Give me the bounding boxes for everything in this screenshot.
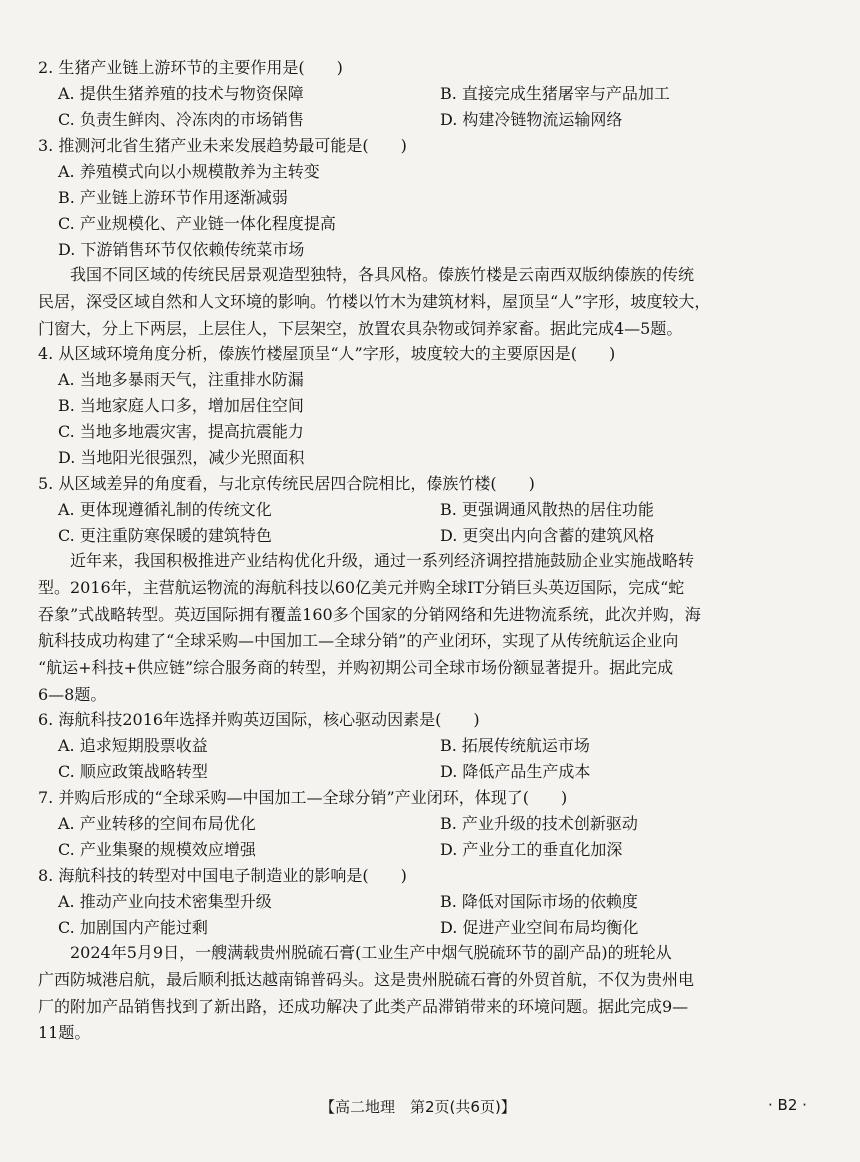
passage-line: 广西防城港启航，最后顺利抵达越南锦普码头。这是贵州脱硫石膏的外贸首航，不仅为贵州电 [38,969,695,989]
question-3-stem: 3. 推测河北省生猪产业未来发展趋势最可能是( ) [38,136,407,155]
question-4-option-b: B. 当地家庭人口多，增加居住空间 [58,396,304,415]
passage-line: 6—8题。 [38,684,107,704]
question-3-option-d: D. 下游销售环节仅依赖传统菜市场 [58,240,305,259]
question-2-option-c: C. 负责生鲜肉、冷冻肉的市场销售 [58,110,304,129]
passage-line: 型。2016年，主营航运物流的海航科技以60亿美元并购全球IT分销巨头英迈国际，完成“蛇 [38,577,685,597]
passage-line: 2024年5月9日，一艘满载贵州脱硫石膏(工业生产中烟气脱硫环节的副产品)的班轮从 [38,943,672,962]
passage-line: “航运+科技+供应链”综合服务商的转型，并购初期公司全球市场份额显著提升。据此完成 [38,658,674,678]
passage-line: 门窗大，分上下两层，上层住人，下层架空，放置农具杂物或饲养家畜。据此完成4—5题。 [38,318,683,338]
question-2-option-d: D. 构建冷链物流运输网络 [440,110,623,129]
question-6-option-d: D. 降低产品生产成本 [440,762,591,781]
question-4-stem: 4. 从区域环境角度分析，傣族竹楼屋顶呈“人”字形，坡度较大的主要原因是( ) [38,344,616,363]
question-5-option-a: A. 更体现遵循礼制的传统文化 [58,500,272,519]
passage-line: 民居，深受区域自然和人文环境的影响。竹楼以竹木为建筑材料，屋顶呈“人”字形，坡度较大， [38,291,711,311]
question-5-option-b: B. 更强调通风散热的居住功能 [440,500,654,519]
paper-code: · B2 · [768,1096,807,1114]
question-5-option-c: C. 更注重防寒保暖的建筑特色 [58,526,272,545]
question-2-stem: 2. 生猪产业链上游环节的主要作用是( ) [38,58,343,77]
passage-line: 吞象”式战略转型。英迈国际拥有覆盖160多个国家的分销网络和先进物流系统，此次并购，海 [38,604,701,624]
question-6-option-b: B. 拓展传统航运市场 [440,736,590,755]
passage-line: 近年来，我国积极推进产业结构优化升级，通过一系列经济调控措施鼓励企业实施战略转 [38,551,695,570]
question-7-stem: 7. 并购后形成的“全球采购—中国加工—全球分销”产业闭环，体现了( ) [38,788,568,807]
question-8-option-c: C. 加剧国内产能过剩 [58,918,208,937]
question-7-option-a: A. 产业转移的空间布局优化 [58,814,256,833]
question-3-option-b: B. 产业链上游环节作用逐渐减弱 [58,188,288,207]
question-4-option-c: C. 当地多地震灾害，提高抗震能力 [58,422,304,441]
question-7-option-c: C. 产业集聚的规模效应增强 [58,840,256,859]
question-8-option-d: D. 促进产业空间布局均衡化 [440,918,639,937]
question-6-option-a: A. 追求短期股票收益 [58,736,208,755]
question-3-option-a: A. 养殖模式向以小规模散养为主转变 [58,162,320,181]
question-8-option-a: A. 推动产业向技术密集型升级 [58,892,272,911]
page-number-label: 【高二地理 第2页(共6页)】 [320,1098,516,1116]
question-6-stem: 6. 海航科技2016年选择并购英迈国际，核心驱动因素是( ) [38,710,480,729]
question-6-option-c: C. 顺应政策战略转型 [58,762,208,781]
question-4-option-d: D. 当地阳光很强烈，减少光照面积 [58,448,305,467]
question-3-option-c: C. 产业规模化、产业链一体化程度提高 [58,214,336,233]
question-4-option-a: A. 当地多暴雨天气，注重排水防漏 [58,370,304,389]
question-5-option-d: D. 更突出内向含蓄的建筑风格 [440,526,655,545]
question-8-option-b: B. 降低对国际市场的依赖度 [440,892,638,911]
question-2-option-a: A. 提供生猪养殖的技术与物资保障 [58,84,304,103]
passage-line: 厂的附加产品销售找到了新出路，还成功解决了此类产品滞销带来的环境问题。据此完成9— [38,996,689,1016]
passage-desulfurization-gypsum [38,940,820,1047]
question-2-option-b: B. 直接完成生猪屠宰与产品加工 [440,84,670,103]
question-7-option-b: B. 产业升级的技术创新驱动 [440,814,638,833]
passage-line: 航科技成功构建了“全球采购—中国加工—全球分销”的产业闭环，实现了从传统航运企业向 [38,631,679,651]
question-5-stem: 5. 从区域差异的角度看，与北京传统民居四合院相比，傣族竹楼( ) [38,474,535,493]
passage-line: 11题。 [38,1023,91,1043]
passage-dai-bamboo-house [38,262,820,342]
passage-line: 我国不同区域的传统民居景观造型独特，各具风格。傣族竹楼是云南西双版纳傣族的传统 [38,265,695,284]
question-7-option-d: D. 产业分工的垂直化加深 [440,840,623,859]
question-8-stem: 8. 海航科技的转型对中国电子制造业的影响是( ) [38,866,407,885]
passage-hna-technology [38,548,820,709]
